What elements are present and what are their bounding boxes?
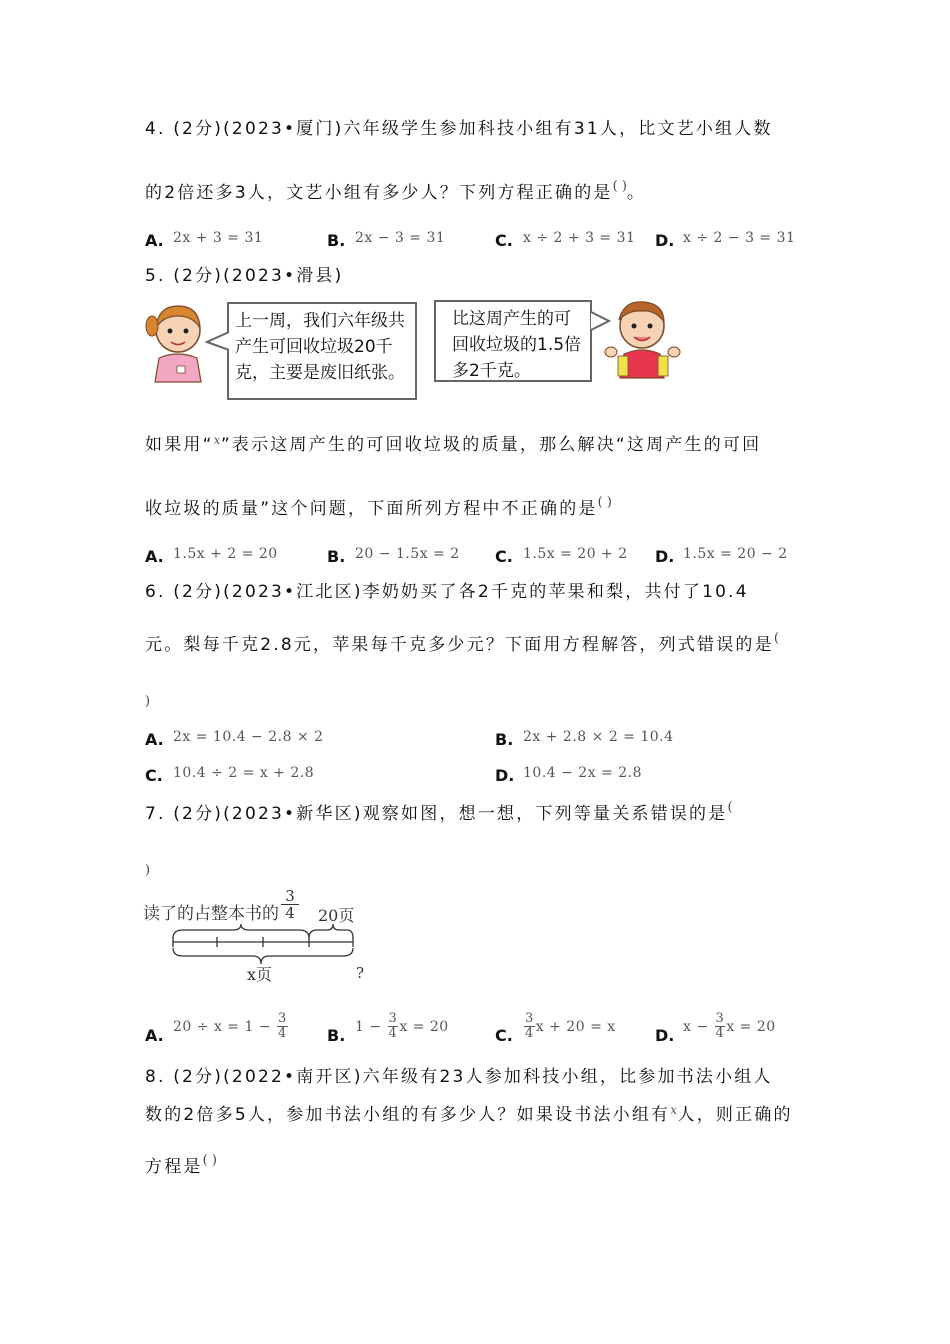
boy-sleeve bbox=[658, 356, 668, 376]
q7-paren-close bbox=[145, 857, 150, 883]
q8-line2 bbox=[145, 1103, 793, 1128]
q4-answer-paren: ( ) bbox=[612, 179, 627, 194]
expr-fraction bbox=[277, 1012, 288, 1041]
diagram-pages-label: 20页 bbox=[318, 906, 355, 925]
q5-line2a: 如果用“ bbox=[145, 435, 214, 455]
option-expr: 1.5x = 20 + 2 bbox=[523, 546, 628, 562]
boy-bubble-line: 比这周产生的可 bbox=[452, 309, 571, 329]
boy-bubble-line: 多2千克。 bbox=[452, 361, 531, 381]
girl-bubble-tail bbox=[205, 330, 231, 352]
option-label: A. bbox=[145, 1025, 164, 1045]
q4-option-c[interactable] bbox=[495, 229, 635, 254]
girl-eye bbox=[184, 329, 189, 334]
option-label: B. bbox=[327, 1025, 346, 1045]
q6-line2-text: 元。梨每千克2.8元，苹果每千克多少元？下面用方程解答，列式错误的是 bbox=[145, 635, 774, 655]
diagram-fraction-den: 4 bbox=[285, 904, 295, 922]
expr-fraction bbox=[715, 1012, 726, 1041]
q6-option-a[interactable] bbox=[145, 728, 324, 753]
option-expr: 2x = 10.4 − 2.8 × 2 bbox=[173, 729, 324, 745]
q6-paren-close-text: ) bbox=[145, 694, 151, 709]
q4-line2-text: 的2倍还多3人，文艺小组有多少人？下列方程正确的是 bbox=[145, 183, 613, 203]
option-expr: x ÷ 2 − 3 = 31 bbox=[683, 230, 796, 246]
expr-post: x = 20 bbox=[399, 1018, 449, 1035]
q5-option-a[interactable] bbox=[145, 545, 278, 570]
q4-option-d[interactable] bbox=[655, 229, 795, 254]
option-label: C. bbox=[495, 547, 513, 566]
q8-line3-text: 方程是 bbox=[145, 1157, 203, 1177]
q7-option-a[interactable] bbox=[145, 1011, 289, 1051]
boy-sleeve bbox=[618, 356, 628, 376]
frac-den: 4 bbox=[715, 1026, 725, 1041]
q6-paren-close bbox=[145, 688, 150, 714]
option-label: C. bbox=[495, 1025, 513, 1045]
boy-illustration bbox=[602, 296, 682, 380]
q6-option-c[interactable] bbox=[145, 764, 314, 789]
option-expr: 10.4 ÷ 2 = x + 2.8 bbox=[173, 765, 315, 781]
q4-line2 bbox=[145, 181, 646, 207]
boy-speech-bubble bbox=[434, 300, 592, 382]
q7-option-d[interactable] bbox=[655, 1011, 776, 1051]
frac-num: 3 bbox=[715, 1011, 725, 1026]
q8-variable: x bbox=[670, 1103, 678, 1117]
q5-variable: x bbox=[213, 433, 221, 447]
q5-line3-text: 收垃圾的质量”这个问题，下面所列方程中不正确的是 bbox=[145, 499, 598, 519]
boy-hand bbox=[668, 347, 680, 357]
option-label: A. bbox=[145, 231, 164, 250]
q4-option-a[interactable] bbox=[145, 229, 263, 254]
q4-end: 。 bbox=[626, 183, 647, 203]
expr-post: x = 20 bbox=[726, 1018, 776, 1035]
girl-bubble-line: 上一周，我们六年级共 bbox=[235, 311, 405, 331]
brace-remaining-part bbox=[309, 924, 353, 938]
expr-pre: 20 ÷ x = 1 − bbox=[173, 1018, 272, 1035]
girl-illustration bbox=[143, 300, 213, 385]
option-expr: 1.5x = 20 − 2 bbox=[683, 546, 788, 562]
option-expr: 2x + 3 = 31 bbox=[173, 230, 264, 246]
frac-num: 3 bbox=[278, 1011, 287, 1026]
q7-option-c[interactable] bbox=[495, 1011, 616, 1051]
expr-pre: x − bbox=[683, 1018, 709, 1035]
q4-line1: 4. (2分)(2023•厦门)六年级学生参加科技小组有31人，比文艺小组人数 bbox=[145, 119, 773, 139]
frac-den: 4 bbox=[388, 1026, 398, 1041]
option-label: B. bbox=[327, 231, 346, 250]
frac-num: 3 bbox=[388, 1011, 398, 1026]
option-label: A. bbox=[145, 730, 164, 749]
option-label: A. bbox=[145, 547, 164, 566]
brace-read-part bbox=[173, 924, 309, 938]
option-expr: 2x − 3 = 31 bbox=[355, 230, 446, 246]
option-expr: 10.4 − 2x = 2.8 bbox=[523, 765, 643, 781]
girl-eye bbox=[168, 329, 173, 334]
boy-bubble-line: 回收垃圾的1.5倍 bbox=[452, 335, 582, 355]
girl-speech-bubble bbox=[227, 302, 417, 400]
frac-num: 3 bbox=[525, 1011, 534, 1026]
diagram-read-label: 读了的占整本书的 bbox=[143, 904, 279, 924]
q5-line3 bbox=[145, 497, 612, 523]
expr-fraction bbox=[524, 1012, 535, 1041]
q8-line3 bbox=[145, 1155, 217, 1181]
q5-option-d[interactable] bbox=[655, 545, 788, 570]
q6-option-b[interactable] bbox=[495, 728, 674, 753]
q6-line1: 6. (2分)(2023•江北区)李奶奶买了各2千克的苹果和梨，共付了10.4 bbox=[145, 582, 749, 602]
q4-option-b[interactable] bbox=[327, 229, 445, 254]
option-expr: 20 − 1.5x = 2 bbox=[355, 546, 460, 562]
option-label: C. bbox=[495, 231, 513, 250]
option-label: B. bbox=[495, 730, 514, 749]
expr-post: x + 20 = x bbox=[535, 1018, 616, 1035]
q6-line2 bbox=[145, 633, 779, 659]
q7-line1-text: 7. (2分)(2023•新华区)观察如图，想一想，下列等量关系错误的是 bbox=[145, 804, 728, 824]
option-expr bbox=[683, 1011, 776, 1041]
q7-option-b[interactable] bbox=[327, 1011, 449, 1051]
option-label: B. bbox=[327, 547, 346, 566]
q8-line2a: 数的2倍多5人，参加书法小组的有多少人？如果设书法小组有 bbox=[145, 1105, 671, 1125]
q7-line1 bbox=[145, 802, 733, 828]
diagram-fraction bbox=[281, 888, 299, 921]
boy-eye bbox=[648, 324, 653, 329]
option-label: D. bbox=[655, 547, 675, 566]
diagram-fraction-num: 3 bbox=[281, 888, 299, 905]
girl-badge bbox=[177, 366, 185, 373]
option-label: D. bbox=[655, 231, 675, 250]
expr-pre: 1 − bbox=[355, 1018, 382, 1035]
option-expr: 2x + 2.8 × 2 = 10.4 bbox=[523, 729, 674, 745]
q7-paren-close-text: ) bbox=[145, 863, 151, 878]
boy-eye bbox=[632, 324, 637, 329]
expr-fraction bbox=[388, 1012, 399, 1041]
diagram-question-mark: ? bbox=[356, 964, 365, 982]
girl-pigtail bbox=[146, 316, 158, 336]
option-label: C. bbox=[145, 766, 163, 785]
q8-line2b: 人，则正确的 bbox=[677, 1105, 793, 1125]
frac-den: 4 bbox=[278, 1026, 287, 1041]
option-expr: x ÷ 2 + 3 = 31 bbox=[523, 230, 636, 246]
q5-line2 bbox=[145, 433, 761, 458]
q5-answer-paren: ( ) bbox=[597, 495, 612, 510]
option-expr bbox=[355, 1011, 449, 1041]
q8-line1: 8. (2分)(2022•南开区)六年级有23人参加科技小组，比参加书法小组人 bbox=[145, 1067, 773, 1087]
q5-option-b[interactable] bbox=[327, 545, 460, 570]
q5-option-c[interactable] bbox=[495, 545, 628, 570]
q7-paren-open: ( bbox=[727, 800, 733, 815]
q8-answer-paren: ( ) bbox=[202, 1153, 217, 1168]
option-expr bbox=[173, 1011, 289, 1041]
q5-line2b: ”表示这周产生的可回收垃圾的质量，那么解决“这周产生的可回 bbox=[220, 435, 762, 455]
girl-bubble-line: 克，主要是废旧纸张。 bbox=[235, 363, 405, 383]
girl-bubble-line: 产生可回收垃圾20千 bbox=[235, 337, 393, 357]
diagram-x-label: x页 bbox=[247, 965, 273, 984]
option-expr: 1.5x + 2 = 20 bbox=[173, 546, 278, 562]
option-label: D. bbox=[495, 766, 515, 785]
option-expr bbox=[523, 1011, 616, 1041]
q6-paren-open: ( bbox=[773, 631, 779, 646]
q6-option-d[interactable] bbox=[495, 764, 642, 789]
option-label: D. bbox=[655, 1025, 675, 1045]
frac-den: 4 bbox=[525, 1026, 534, 1041]
q5-line1: 5. (2分)(2023•滑县) bbox=[145, 266, 344, 286]
boy-hand bbox=[605, 347, 617, 357]
